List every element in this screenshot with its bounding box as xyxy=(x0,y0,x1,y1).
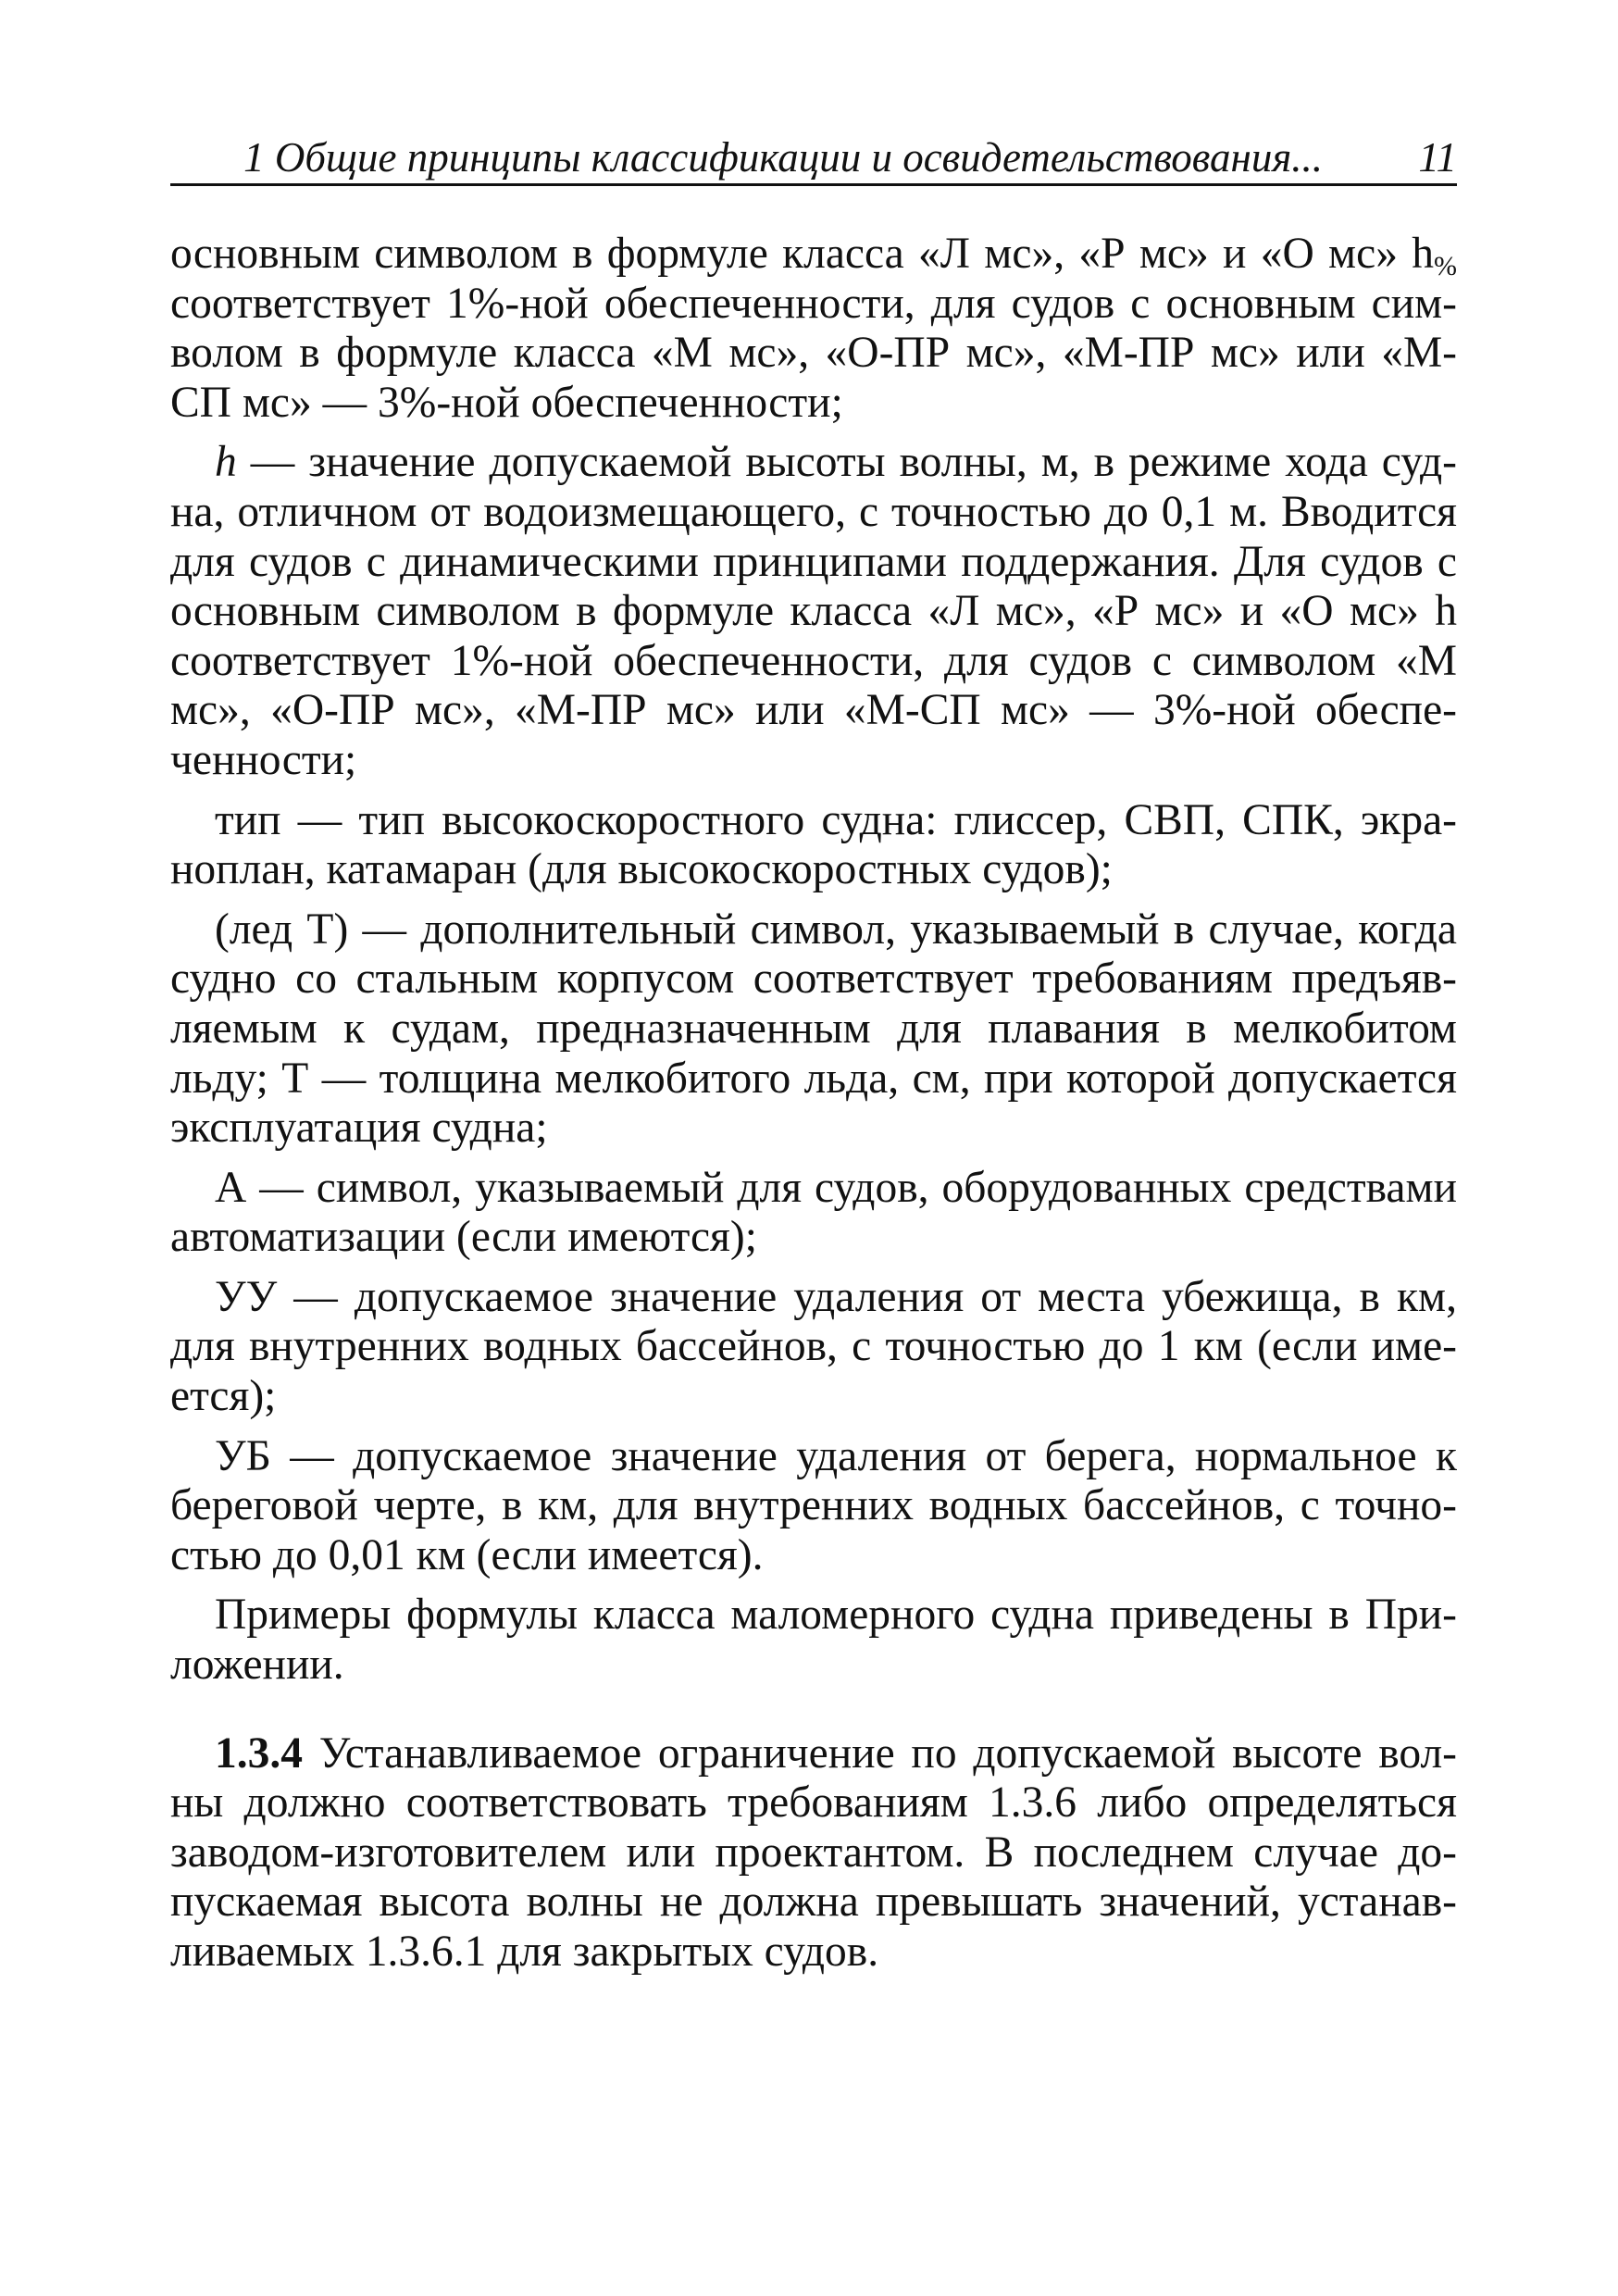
running-header-title: 1 Общие принципы классификации и освидетельствования... xyxy=(243,134,1323,181)
clause-1-3-4 xyxy=(170,1729,1457,1978)
clause-number: 1.3.4 xyxy=(215,1728,303,1778)
subscript-percent: % xyxy=(1434,251,1457,281)
running-header xyxy=(170,131,1457,186)
paragraph-type-definition: тип — тип высокоскоростного судна: глиссер, СВП, СПК, экраноплан, катамаран (для высокоскоростных судов); xyxy=(170,795,1457,894)
paragraph-a-definition: А — символ, указываемый для судов, оборудованных средствами автоматизации (если имеются); xyxy=(170,1163,1457,1262)
page-number: 11 xyxy=(1418,134,1457,181)
paragraph-ub-definition: УБ — допускаемое значение удаления от берега, нормальное к береговой черте, в км, для внутренних водных бассейнов, с точностью до 0,01 км (если имеется). xyxy=(170,1431,1457,1579)
paragraph-ice-definition: (лед Т) — дополнительный символ, указываемый в случае, когда судно со стальным корпусом соответствует требованиям предъявляемым к судам, предназначенным для плавания в мелкобитом льду; Т — толщина мелкобитого льда, см, при которой допускается эксплуатация судна; xyxy=(170,905,1457,1153)
term-h: h xyxy=(215,438,237,487)
paragraph-uu-definition: УУ — допускаемое значение удаления от места убежища, в км, для внутренних водных бассейнов, с точностью до 1 км (если имеется); xyxy=(170,1272,1457,1421)
paragraph-text: основным символом в формуле класса «Л мс», «Р мс» и «О мс» h xyxy=(170,230,1434,278)
document-body xyxy=(170,230,1457,1988)
paragraph-text: соответствует 1%-ной обеспеченности, для судов с основным символом в формуле класса «М мс», «О-ПР мс», «М-ПР мс» или «М-СП мс» — 3%-ной обеспеченности; xyxy=(170,279,1457,427)
paragraph-h-percent-continuation xyxy=(170,230,1457,428)
paragraph-h-definition xyxy=(170,438,1457,785)
paragraph-text: Устанавливаемое ограничение по допускаемой высоте волны должно соответствовать требованиям 1.3.6 либо определяться заводом-изготовителем или проектантом. В последнем случае допускаемая высота волны не должна превышать значений, устанавливаемых 1.3.6.1 для закрытых судов. xyxy=(170,1728,1457,1976)
paragraph-examples-note: Примеры формулы класса маломерного судна приведены в Приложении. xyxy=(170,1591,1457,1690)
paragraph-text: — значение допускаемой высоты волны, м, в режиме хода судна, отличном от водоизмещающего, с точностью до 0,1 м. Вводится для судов с динамическими принципами поддержания. Для судов с основным символом в формуле класса «Л мс», «Р мс» и «О мс» h соответствует 1%-ной обеспеченности, для судов с символом «М мс», «О-ПР мс», «М-ПР мс» или «М-СП мс» — 3%-ной обеспеченности; xyxy=(170,438,1457,784)
